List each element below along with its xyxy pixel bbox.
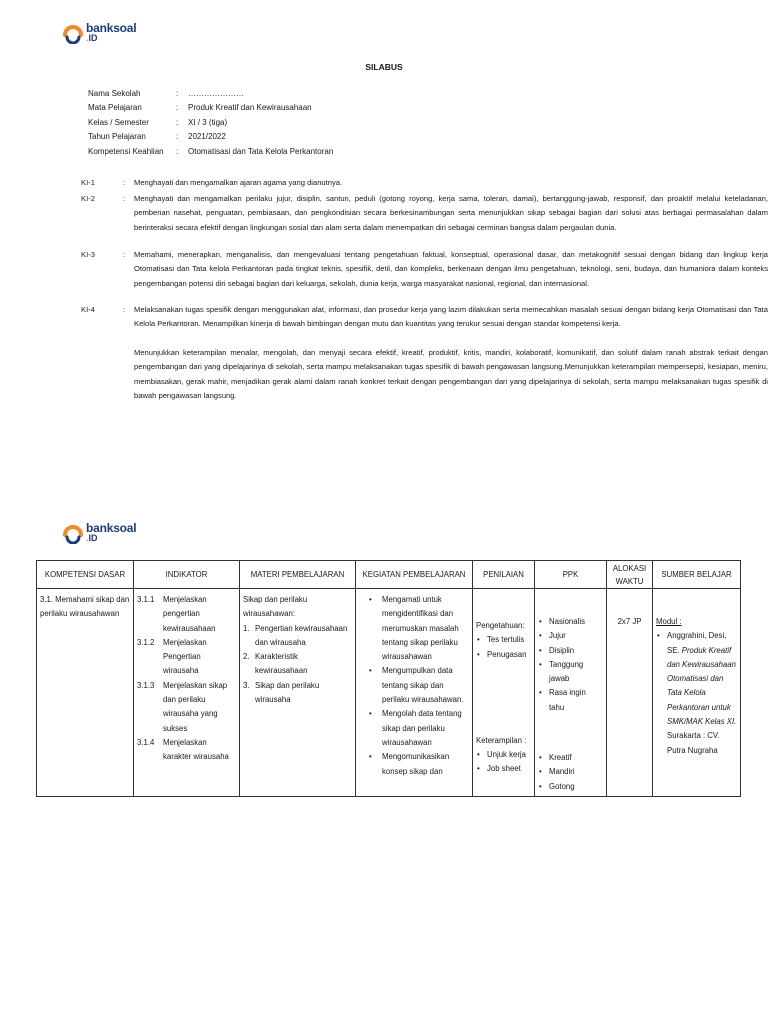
brand-logo: banksoal .ID <box>62 22 136 44</box>
syllabus-table <box>36 560 741 797</box>
ppk-cell <box>535 589 606 794</box>
materi-cell <box>240 589 355 707</box>
ppk-item: • Mandiri <box>538 765 603 779</box>
book-title: Produk Kreatif dan Kewirausahaan Otomatisasi dan Tata Kelola Perkantoran untuk SMK/MAK Kelas XI. <box>667 645 737 727</box>
logo-word-top: banksoal <box>86 521 137 535</box>
logo-word-bottom: ID <box>88 33 98 43</box>
identity-info <box>88 86 333 159</box>
penilaian-item: • Tes tertulis <box>476 633 531 647</box>
kd-cell: 3.1. Memahami sikap dan perilaku wirausahawan <box>40 595 130 619</box>
info-row: Kompetensi Keahlian : Otomatisasi dan Tata Kelola Perkantoran <box>88 146 334 156</box>
ppk-item: • Nasionalis <box>538 615 603 629</box>
info-row: Kelas / Semester : XI / 3 (tiga) <box>88 117 228 127</box>
publisher: Surakarta : CV. Putra Nugraha <box>667 731 720 755</box>
table-header-row <box>37 561 741 589</box>
header-alokasi: ALOKASI WAKTU <box>607 561 653 589</box>
kegiatan-item: • Mengomunikasikan konsep sikap dan <box>368 750 469 779</box>
header-penilaian: PENILAIAN <box>473 561 535 589</box>
ppk-item: • Tanggung jawab <box>538 658 603 687</box>
materi-item: 3. Sikap dan perilaku wirausaha <box>243 680 320 705</box>
materi-intro: Sikap dan perilaku wirausahawan: <box>243 595 308 619</box>
penilaian-item: • Job sheet <box>476 762 531 776</box>
alokasi-cell: 2x7 JP <box>617 617 642 626</box>
pengetahuan-label: Pengetahuan: <box>476 621 525 630</box>
penilaian-item: • Unjuk kerja <box>476 748 531 762</box>
materi-item: 1. Pengertian kewirausahaan dan wirausaha <box>243 623 348 647</box>
ppk-item: • Gotong <box>538 780 603 794</box>
sumber-item <box>656 629 737 758</box>
indikator-item: 3.1.1 Menjelaskan pengertian kewirausahaan <box>137 595 216 633</box>
header-kd: KOMPETENSI DASAR <box>37 561 134 589</box>
header-materi: MATERI PEMBELAJARAN <box>240 561 356 589</box>
ppk-item: • Jujur <box>538 629 603 643</box>
header-ppk: PPK <box>535 561 607 589</box>
author: Anggrahini, Desi, SE. <box>667 631 727 655</box>
brand-logo: banksoal .ID <box>62 522 136 544</box>
header-indikator: INDIKATOR <box>134 561 240 589</box>
modul-label: Modul : <box>656 617 682 626</box>
table-row <box>37 589 741 797</box>
keterampilan-label: Keterampilan : <box>476 735 527 745</box>
info-row: Nama Sekolah : ………………… <box>88 88 244 98</box>
indikator-cell <box>134 589 239 765</box>
penilaian-cell <box>473 589 534 777</box>
ppk-item: • Disiplin <box>538 644 603 658</box>
indikator-item: 3.1.4 Menjelaskan karakter wirausaha <box>137 737 229 762</box>
logo-word-top: banksoal <box>86 21 137 35</box>
sumber-cell <box>653 589 740 758</box>
kegiatan-cell <box>356 589 472 779</box>
materi-item: 2. Karakteristik kewirausahaan <box>243 652 308 676</box>
info-row: Tahun Pelajaran : 2021/2022 <box>88 132 226 142</box>
document-title: SILABUS <box>365 62 403 72</box>
kegiatan-item: • Mengamati untuk mengidentifikasi dan merumuskan masalah tentang sikap perilaku wirausahawan <box>368 593 469 664</box>
kegiatan-item: • Mengumpulkan data tentang sikap dan perilaku wirausahawan. <box>368 664 469 707</box>
logo-word-bottom: ID <box>88 533 98 543</box>
kegiatan-item: • Mengolah data tentang sikap dan perilaku wirausahawan <box>368 707 469 750</box>
indikator-item: 3.1.3 Menjelaskan sikap dan perilaku wirausaha yang sukses <box>137 680 228 733</box>
ppk-item: • Rasa ingin tahu <box>538 686 603 715</box>
penilaian-item: • Penugasan <box>476 648 531 662</box>
logo-mark-icon <box>62 22 84 44</box>
logo-mark-icon <box>62 522 84 544</box>
info-row: Mata Pelajaran : Produk Kreatif dan Kewirausahaan <box>88 103 312 113</box>
indikator-item: 3.1.2 Menjelaskan Pengertian wirausaha <box>137 637 207 676</box>
ppk-item: • Kreatif <box>538 751 603 765</box>
header-kegiatan: KEGIATAN PEMBELAJARAN <box>356 561 473 589</box>
header-sumber: SUMBER BELAJAR <box>653 561 741 589</box>
